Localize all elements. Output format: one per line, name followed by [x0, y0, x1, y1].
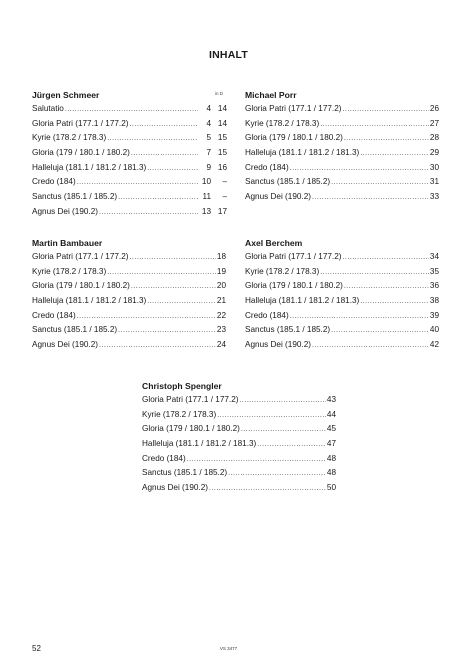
toc-entry: [32, 311, 226, 326]
section-schmeer: [32, 90, 227, 222]
page-number: 47: [326, 439, 336, 449]
entry-title: Gloria (179 / 180.1 / 180.2): [142, 424, 240, 434]
toc-entry: [245, 252, 439, 267]
dot-leader: [312, 342, 429, 349]
page-number: 40: [429, 325, 439, 335]
toc-entry: [142, 424, 336, 439]
page-number: 18: [216, 252, 226, 261]
page-number: 23: [216, 325, 226, 335]
entry-title: Gloria (179 / 180.1 / 180.2): [32, 148, 130, 158]
dot-leader: [331, 179, 429, 186]
page-number-a: 9: [206, 162, 211, 172]
dot-leader: [342, 254, 428, 261]
dot-leader: [131, 150, 198, 157]
toc-entry: [142, 395, 336, 410]
page-number: 36: [429, 281, 439, 291]
page-number: 42: [429, 340, 439, 350]
dot-leader: [331, 327, 429, 334]
page-number-a: 4: [206, 118, 211, 128]
catalog-code: VS 3477: [219, 646, 238, 651]
dot-leader: [290, 313, 429, 320]
dot-leader: [147, 298, 216, 305]
page-number-b: –: [222, 192, 227, 202]
page-number-b: 17: [217, 206, 227, 216]
entry-title: Sanctus (185.1 / 185.2): [245, 325, 331, 335]
toc-entry: [32, 267, 226, 282]
page-number: 50: [326, 483, 336, 493]
page-number: 35: [429, 266, 439, 276]
entry-title: Credo (184): [32, 310, 76, 320]
entry-title: Salutatio: [32, 104, 64, 113]
section-berchem: [245, 238, 439, 355]
toc-entry: [245, 296, 439, 311]
dot-leader: [77, 313, 216, 320]
dot-leader: [77, 179, 198, 186]
page-number-b: –: [222, 177, 227, 187]
dot-leader: [290, 165, 429, 172]
composer-name: Christoph Spengler: [142, 381, 222, 391]
page-number-b: 16: [217, 162, 227, 172]
page-number: 33: [429, 192, 439, 202]
dot-leader: [118, 194, 198, 201]
toc-entry: [245, 311, 439, 326]
toc-list: [142, 395, 336, 498]
entry-title: Agnus Dei (190.2): [142, 483, 208, 493]
toc-entry: [32, 325, 226, 340]
page-number-b: 15: [217, 148, 227, 158]
dot-leader: [257, 441, 326, 448]
section-porr: [245, 90, 439, 207]
toc-entry: [32, 340, 226, 355]
entry-title: Halleluja (181.1 / 181.2 / 181.3): [245, 296, 360, 306]
toc-entry: [245, 267, 439, 282]
dot-leader: [217, 412, 326, 419]
entry-title: Agnus Dei (190.2): [245, 192, 311, 202]
page-number: 52: [32, 644, 41, 653]
entry-title: Credo (184): [142, 453, 186, 463]
entry-title: Gloria Patri (177.1 / 177.2): [142, 395, 239, 404]
section-bambauer: [32, 238, 226, 355]
dot-leader: [342, 106, 428, 113]
page-number: 20: [216, 281, 226, 291]
toc-entry: [142, 410, 336, 425]
entry-title: Sanctus (185.1 / 185.2): [142, 468, 228, 478]
toc-entry: [32, 296, 226, 311]
page-number: 27: [429, 118, 439, 128]
composer-name: Jürgen Schmeer: [32, 90, 100, 100]
entry-title: Agnus Dei (190.2): [32, 206, 98, 216]
dot-leader: [147, 165, 198, 172]
toc-entry: [32, 207, 227, 222]
entry-title: Kyrie (178.2 / 178.3): [245, 118, 320, 128]
toc-entry: [142, 454, 336, 469]
entry-title: Sanctus (185.1 / 185.2): [32, 325, 118, 335]
page-number: 43: [326, 395, 336, 404]
entry-title: Kyrie (178.2 / 178.3): [32, 266, 107, 276]
dot-leader: [99, 342, 216, 349]
page-number: 44: [326, 409, 336, 419]
dot-leader: [209, 485, 326, 492]
toc-entry: [32, 177, 227, 192]
page-number: 48: [326, 468, 336, 478]
dot-leader: [65, 106, 198, 113]
composer-name: Michael Porr: [245, 90, 297, 100]
entry-title: Gloria Patri (177.1 / 177.2): [245, 104, 342, 113]
page-number: 34: [429, 252, 439, 261]
toc-entry: [245, 104, 439, 119]
entry-title: Kyrie (178.2 / 178.3): [32, 133, 107, 143]
dot-leader: [344, 135, 429, 142]
toc-entry: [142, 483, 336, 498]
toc-entry: [245, 177, 439, 192]
page-number: 21: [216, 296, 226, 306]
dot-leader: [107, 135, 198, 142]
entry-title: Sanctus (185.1 / 185.2): [32, 192, 118, 202]
dot-leader: [312, 194, 429, 201]
toc-entry: [245, 192, 439, 207]
toc-entry: [245, 340, 439, 355]
toc-entry: [32, 252, 226, 267]
page-number-a: 4: [206, 104, 211, 113]
page-number: 39: [429, 310, 439, 320]
dot-leader: [118, 327, 216, 334]
dot-leader: [107, 269, 216, 276]
toc-list: [245, 104, 439, 207]
page-number: 28: [429, 133, 439, 143]
dot-leader: [320, 121, 429, 128]
page-number: 29: [429, 148, 439, 158]
entry-title: Kyrie (178.2 / 178.3): [245, 266, 320, 276]
entry-title: Gloria Patri (177.1 / 177.2): [245, 252, 342, 261]
page-number: 38: [429, 296, 439, 306]
toc-entry: [245, 163, 439, 178]
dot-leader: [239, 397, 325, 404]
page-number: 45: [326, 424, 336, 434]
toc-entry: [245, 148, 439, 163]
page-number: 26: [429, 104, 439, 113]
page-number: 24: [216, 340, 226, 350]
toc-list: [32, 252, 226, 355]
page-number: 48: [326, 453, 336, 463]
page-number-a: 5: [206, 133, 211, 143]
dot-leader: [360, 298, 429, 305]
entry-title: Credo (184): [32, 177, 76, 187]
dot-leader: [241, 426, 326, 433]
dot-leader: [129, 254, 215, 261]
dot-leader: [99, 209, 198, 216]
page-number: 31: [429, 177, 439, 187]
page-title: INHALT: [209, 49, 248, 61]
entry-title: Gloria Patri (177.1 / 177.2): [32, 118, 129, 128]
toc-entry: [142, 468, 336, 483]
toc-list: [32, 104, 227, 222]
toc-entry: [32, 192, 227, 207]
toc-entry: [32, 281, 226, 296]
page-number-a: 7: [206, 148, 211, 158]
page-number: 22: [216, 310, 226, 320]
entry-title: Credo (184): [245, 310, 289, 320]
page-number-a: 13: [201, 206, 211, 216]
dot-leader: [131, 283, 216, 290]
composer-name: Axel Berchem: [245, 238, 303, 248]
page-number-b: 15: [217, 133, 227, 143]
toc-entry: [32, 104, 227, 119]
toc-entry: [245, 325, 439, 340]
entry-title: Sanctus (185.1 / 185.2): [245, 177, 331, 187]
entry-title: Credo (184): [245, 162, 289, 172]
toc-entry: [32, 148, 227, 163]
page-number-b: 14: [217, 104, 227, 113]
toc-entry: [32, 163, 227, 178]
entry-title: Halleluja (181.1 / 181.2 / 181.3): [142, 439, 257, 449]
page-number: 30: [429, 162, 439, 172]
dot-leader: [129, 121, 198, 128]
section-spengler: [142, 381, 336, 498]
page-number-a: 10: [201, 177, 211, 187]
toc-entry: [245, 133, 439, 148]
toc-entry: [142, 439, 336, 454]
page-number-b: 14: [217, 118, 227, 128]
entry-title: Halleluja (181.1 / 181.2 / 181.3): [245, 148, 360, 158]
toc-entry: [245, 281, 439, 296]
column-header-in-d: in D: [215, 91, 224, 96]
entry-title: Halleluja (181.1 / 181.2 / 181.3): [32, 296, 147, 306]
dot-leader: [360, 150, 429, 157]
dot-leader: [187, 456, 326, 463]
entry-title: Gloria (179 / 180.1 / 180.2): [245, 281, 343, 291]
composer-name: Martin Bambauer: [32, 238, 103, 248]
toc-entry: [32, 119, 227, 134]
dot-leader: [320, 269, 429, 276]
toc-entry: [245, 119, 439, 134]
dot-leader: [344, 283, 429, 290]
entry-title: Gloria (179 / 180.1 / 180.2): [245, 133, 343, 143]
entry-title: Kyrie (178.2 / 178.3): [142, 409, 217, 419]
entry-title: Agnus Dei (190.2): [245, 340, 311, 350]
entry-title: Halleluja (181.1 / 181.2 / 181.3): [32, 162, 147, 172]
page-number-a: 11: [202, 192, 211, 202]
toc-entry: [32, 133, 227, 148]
entry-title: Agnus Dei (190.2): [32, 340, 98, 350]
toc-list: [245, 252, 439, 355]
dot-leader: [228, 470, 326, 477]
entry-title: Gloria Patri (177.1 / 177.2): [32, 252, 129, 261]
page-number: 19: [216, 266, 226, 276]
entry-title: Gloria (179 / 180.1 / 180.2): [32, 281, 130, 291]
